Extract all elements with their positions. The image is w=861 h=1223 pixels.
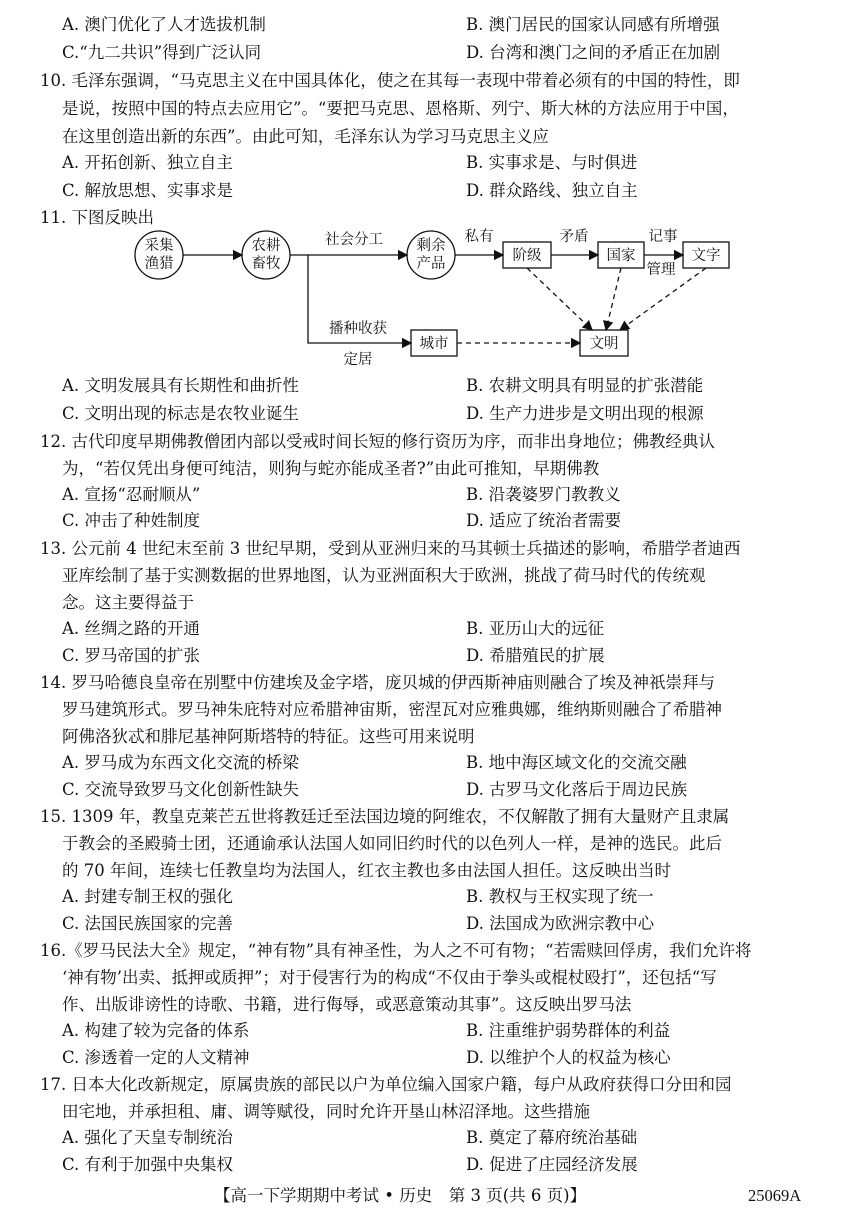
q10-stem-line-1: 10. 毛泽东强调，“马克思主义在中国具体化，使之在其每一表现中带着必须有的中国的特性，即 xyxy=(40,71,740,90)
q17-option-c: C. 有利于加强中央集权 xyxy=(62,1155,234,1174)
q10-stem-line-3: 在这里创造出新的东西”。由此可知，毛泽东认为学习马克思主义应 xyxy=(62,127,549,146)
q10-option-d: D. 群众路线、独立自主 xyxy=(466,181,638,200)
q14-option-c: C. 交流导致罗马文化创新性缺失 xyxy=(62,780,300,799)
q14-option-b: B. 地中海区域文化的交流交融 xyxy=(466,753,687,772)
q10-option-a: A. 开拓创新、独立自主 xyxy=(62,153,233,172)
page-footer-code: 25069A xyxy=(748,1186,802,1205)
q12-option-a: A. 宣扬“忍耐顺从” xyxy=(62,485,201,504)
civilization-flow-diagram xyxy=(0,0,861,380)
q13-option-a: A. 丝绸之路的开通 xyxy=(62,619,200,638)
q15-option-d: D. 法国成为欧洲宗教中心 xyxy=(466,914,655,933)
q13-option-d: D. 希腊殖民的扩展 xyxy=(466,646,605,665)
q16-stem-line-2: ‘神有物’出卖、抵押或质押”；对于侵害行为的构成“不仅由于拳头或棍杖殴打”，还包括“写 xyxy=(62,968,717,987)
q9-option-b: B. 澳门居民的国家认同感有所增强 xyxy=(466,15,720,34)
q17-stem-line-2: 田宅地，并承担租、庸、调等赋役，同时允许开垦山林沼泽地。这些措施 xyxy=(62,1102,590,1121)
node-state-label: 国家 xyxy=(606,248,636,264)
q14-option-d: D. 古罗马文化落后于周边民族 xyxy=(466,780,688,799)
arrow-state-to-civilization xyxy=(606,268,621,330)
q17-option-a: A. 强化了天皇专制统治 xyxy=(62,1128,233,1147)
edge-label-sowing: 播种收获 xyxy=(329,321,387,337)
q15-option-b: B. 教权与王权实现了统一 xyxy=(466,887,654,906)
edge-label-manage: 管理 xyxy=(646,262,676,278)
edge-label-division-of-labor: 社会分工 xyxy=(325,232,383,248)
q15-option-a: A. 封建专制王权的强化 xyxy=(62,887,233,906)
q15-option-c: C. 法国民族国家的完善 xyxy=(62,914,234,933)
q14-stem-line-2: 罗马建筑形式。罗马神朱庇特对应希腊神宙斯，密涅瓦对应雅典娜，维纳斯则融合了希腊神 xyxy=(62,700,722,719)
q9-option-c: C.“九二共识”得到广泛认同 xyxy=(62,43,262,62)
q10-option-c: C. 解放思想、实事求是 xyxy=(62,181,234,200)
q17-stem-line-1: 17. 日本大化改新规定，原属贵族的部民以户为单位编入国家户籍，每户从政府获得口分田和园 xyxy=(40,1075,732,1094)
q10-stem-line-2: 是说，按照中国的特点去应用它”。“要把马克思、恩格斯、列宁、斯大林的方法应用于中国， xyxy=(62,99,739,118)
node-gathering-label-1: 采集 xyxy=(144,238,174,254)
q10-option-b: B. 实事求是、与时俱进 xyxy=(466,153,638,172)
node-farming-label-2: 畜牧 xyxy=(251,256,281,272)
q13-stem-line-1: 13. 公元前 4 世纪末至前 3 世纪早期，受到从亚洲归来的马其顿士兵描述的影响，希腊学者迪西 xyxy=(40,539,741,558)
node-class-label: 阶级 xyxy=(512,248,542,264)
q15-stem-line-3: 的 70 年间，连续七任教皇均为法国人，红衣主教也多由法国人担任。这反映出当时 xyxy=(62,861,671,880)
q12-option-c: C. 冲击了种姓制度 xyxy=(62,511,201,530)
node-surplus-label-2: 产品 xyxy=(416,256,446,272)
edge-label-conflict: 矛盾 xyxy=(559,229,589,245)
q9-option-d: D. 台湾和澳门之间的矛盾正在加剧 xyxy=(466,43,721,62)
q15-stem-line-2: 于教会的圣殿骑士团，还通谕承认法国人如同旧约时代的以色列人一样，是神的选民。此后 xyxy=(62,834,722,853)
q16-option-c: C. 渗透着一定的人文精神 xyxy=(62,1048,250,1067)
node-writing-label: 文字 xyxy=(691,248,721,264)
node-gathering-label-2: 渔猎 xyxy=(144,256,174,272)
edge-label-settle: 定居 xyxy=(343,352,373,368)
node-city-label: 城市 xyxy=(419,336,449,352)
q12-stem-line-2: 为，“若仅凭出身便可纯洁，则狗与蛇亦能成圣者?”由此可推知，早期佛教 xyxy=(62,459,600,478)
q12-option-b: B. 沿袭婆罗门教教义 xyxy=(466,485,621,504)
q13-stem-line-2: 亚库绘制了基于实测数据的世界地图，认为亚洲面积大于欧洲，挑战了荷马时代的传统观 xyxy=(62,566,706,585)
q11-option-a: A. 文明发展具有长期性和曲折性 xyxy=(62,376,299,395)
node-farming-label-1: 农耕 xyxy=(251,238,281,254)
q12-option-d: D. 适应了统治者需要 xyxy=(466,511,622,530)
node-surplus-label-1: 剩余 xyxy=(416,238,446,254)
q11-option-c: C. 文明出现的标志是农牧业诞生 xyxy=(62,404,300,423)
q11-option-d: D. 生产力进步是文明出现的根源 xyxy=(466,404,704,423)
q11-stem: 11. 下图反映出 xyxy=(40,208,154,227)
q15-stem-line-1: 15. 1309 年，教皇克莱芒五世将教廷迁至法国边境的阿维农，不仅解散了拥有大量财产且隶属 xyxy=(40,807,730,826)
q14-stem-line-1: 14. 罗马哈德良皇帝在别墅中仿建埃及金字塔，庞贝城的伊西斯神庙则融合了埃及神祇崇拜与 xyxy=(40,673,715,692)
q16-stem-line-1: 16.《罗马民法大全》规定，“神有物”具有神圣性，为人之不可有物；“若需赎回俘虏，我们允许将 xyxy=(40,941,752,960)
q13-stem-line-3: 念。这主要得益于 xyxy=(62,593,194,612)
q17-option-b: B. 奠定了幕府统治基础 xyxy=(466,1128,638,1147)
q14-stem-line-3: 阿佛洛狄忒和腓尼基神阿斯塔特的特征。这些可用来说明 xyxy=(62,727,475,746)
q13-option-b: B. 亚历山大的远征 xyxy=(466,619,605,638)
q11-option-b: B. 农耕文明具有明显的扩张潜能 xyxy=(466,376,704,395)
q14-option-a: A. 罗马成为东西文化交流的桥梁 xyxy=(62,753,299,772)
page-footer-title: 【高一下学期期中考试 • 历史 第 3 页(共 6 页)】 xyxy=(214,1186,587,1205)
q9-option-a: A. 澳门优化了人才选拔机制 xyxy=(62,15,266,34)
q16-option-b: B. 注重维护弱势群体的利益 xyxy=(466,1021,671,1040)
edge-label-record: 记事 xyxy=(648,229,678,245)
q16-option-d: D. 以维护个人的权益为核心 xyxy=(466,1048,671,1067)
q16-option-a: A. 构建了较为完备的体系 xyxy=(62,1021,250,1040)
arrow-class-to-civilization xyxy=(527,268,592,330)
edge-label-private: 私有 xyxy=(464,229,494,245)
q16-stem-line-3: 作、出版诽谤性的诗歌、书籍，进行侮辱，或恶意策动其事”。这反映出罗马法 xyxy=(62,995,632,1014)
q17-option-d: D. 促进了庄园经济发展 xyxy=(466,1155,638,1174)
node-civilization-label: 文明 xyxy=(589,336,619,352)
q12-stem-line-1: 12. 古代印度早期佛教僧团内部以受戒时间长短的修行资历为序，而非出身地位；佛教经典认 xyxy=(40,432,715,451)
q13-option-c: C. 罗马帝国的扩张 xyxy=(62,646,201,665)
